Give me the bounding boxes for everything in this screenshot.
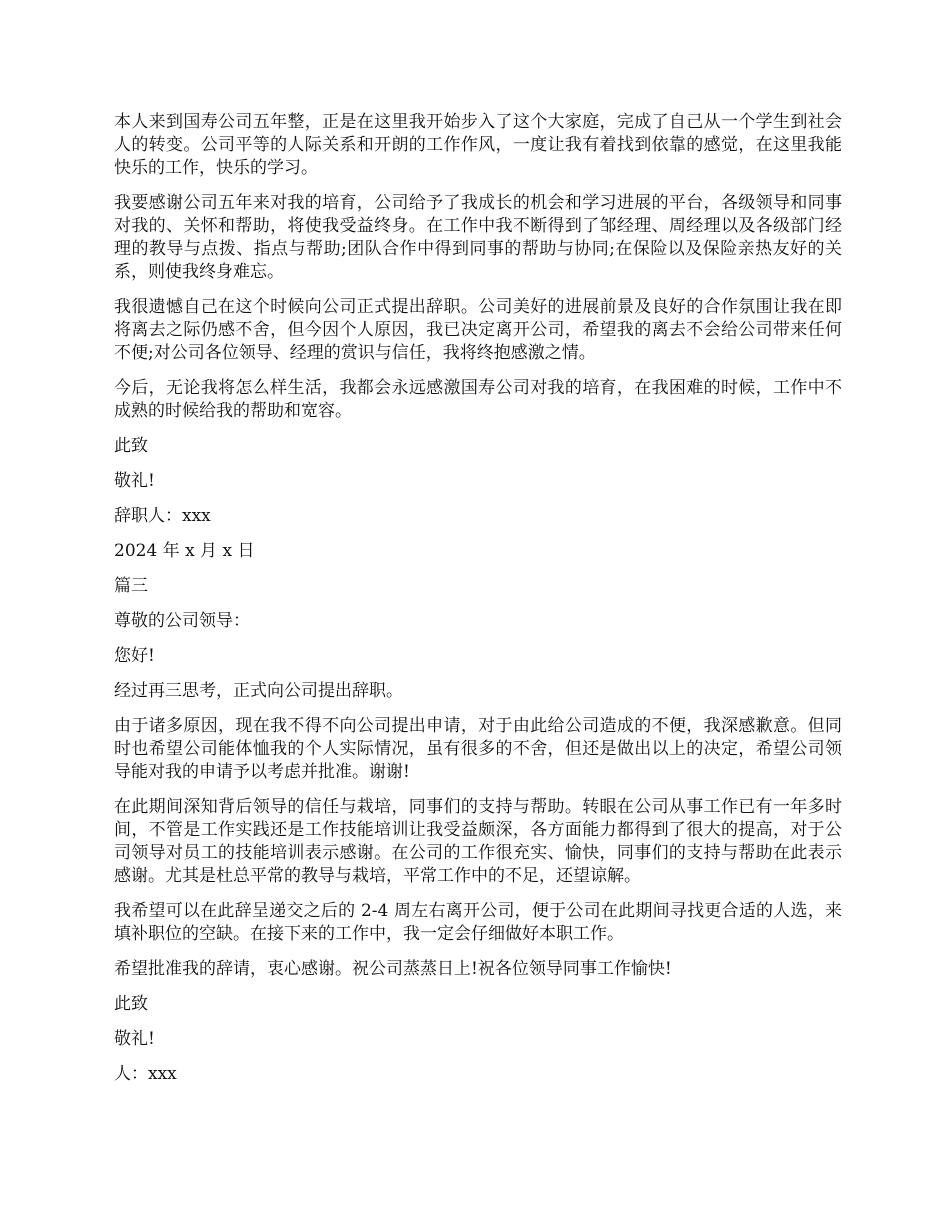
closing-regards: 敬礼!	[114, 471, 155, 491]
salutation: 尊敬的公司领导：	[114, 611, 250, 631]
date-line: 2024 年 x 月 x 日	[114, 541, 255, 561]
closing-regards: 敬礼!	[114, 1029, 155, 1049]
paragraph: 本人来到国寿公司五年整，正是在这里我开始步入了这个大家庭，完成了自己从一个学生到社会人的转变。公司平等的人际关系和开朗的工作作风，一度让我有着找到依靠的感觉，在这里我能快乐的工作，快乐的学习。	[114, 112, 842, 178]
paragraph: 经过再三思考，正式向公司提出辞职。	[114, 681, 403, 701]
signature: 辞职人：xxx	[114, 506, 211, 526]
signature: 人：xxx	[114, 1064, 177, 1084]
section-heading: 篇三	[114, 576, 148, 596]
paragraph: 由于诸多原因，现在我不得不向公司提出申请，对于由此给公司造成的不便，我深感歉意。但同时也希望公司能体恤我的个人实际情况，虽有很多的不舍，但还是做出以上的决定，希望公司领导能对我的申请予以考虑并批准。谢谢!	[114, 716, 842, 782]
paragraph: 在此期间深知背后领导的信任与栽培，同事们的支持与帮助。转眼在公司从事工作已有一年多时间，不管是工作实践还是工作技能培训让我受益颇深，各方面能力都得到了很大的提高，对于公司领导对员工的技能培训表示感谢。在公司的工作很充实、愉快，同事们的支持与帮助在此表示感谢。尤其是杜总平常的教导与栽培，平常工作中的不足，还望谅解。	[114, 797, 842, 886]
paragraph: 我要感谢公司五年来对我的培育，公司给予了我成长的机会和学习进展的平台，各级领导和同事对我的、关怀和帮助，将使我受益终身。在工作中我不断得到了邹经理、周经理以及各级部门经理的教导与点拨、指点与帮助;团队合作中得到同事的帮助与协同;在保险以及保险亲热友好的关系，则使我终身难忘。	[114, 193, 842, 282]
paragraph: 今后，无论我将怎么样生活，我都会永远感激国寿公司对我的培育，在我困难的时候，工作中不成熟的时候给我的帮助和宽容。	[114, 378, 842, 421]
paragraph: 我希望可以在此辞呈递交之后的 2-4 周左右离开公司，便于公司在此期间寻找更合适的人选，来填补职位的空缺。在接下来的工作中，我一定会仔细做好本职工作。	[114, 901, 842, 944]
paragraph: 希望批准我的辞请，衷心感谢。祝公司蒸蒸日上!祝各位领导同事工作愉快!	[114, 959, 672, 979]
greeting: 您好!	[114, 646, 155, 666]
closing-salutation: 此致	[114, 994, 148, 1014]
paragraph: 我很遗憾自己在这个时候向公司正式提出辞职。公司美好的进展前景及良好的合作氛围让我在即将离去之际仍感不舍，但今因个人原因，我已决定离开公司，希望我的离去不会给公司带来任何不便;对公司各位领导、经理的赏识与信任，我将终抱感激之情。	[114, 297, 842, 363]
document-body	[114, 111, 842, 1098]
closing-salutation: 此致	[114, 436, 148, 456]
